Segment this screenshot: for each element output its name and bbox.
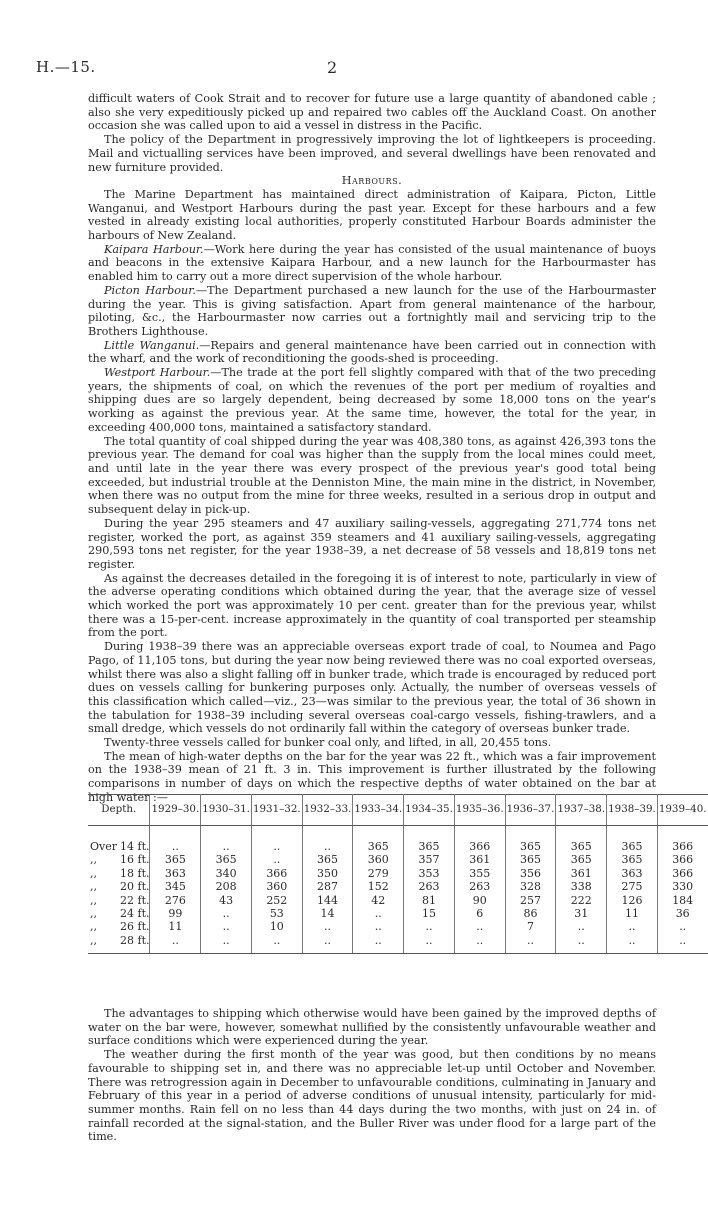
depth-cell — [88, 894, 150, 907]
table-cell: 363 — [150, 867, 201, 880]
table-cell: .. — [454, 934, 505, 947]
table-cell: .. — [454, 920, 505, 933]
table-cell: 11 — [607, 907, 658, 920]
column-header: 1938–39. — [607, 795, 658, 826]
column-header: 1933–34. — [353, 795, 404, 826]
table-cell: 360 — [353, 853, 404, 866]
table-cell: 366 — [672, 840, 694, 853]
table-cell: 366 — [672, 853, 694, 867]
subheading-westport: Westport Harbour. — [104, 366, 211, 380]
table-cell: 361 — [454, 853, 505, 866]
depth-prefix: Over — [90, 840, 118, 853]
table-cell: 90 — [454, 894, 505, 907]
table-cell: .. — [302, 934, 353, 947]
depth-value: 20 ft. — [120, 880, 150, 894]
table-cell: 263 — [404, 880, 455, 893]
depth-value: 22 ft. — [120, 893, 150, 907]
table-cell: 361 — [556, 867, 607, 880]
table-cell: 353 — [404, 867, 455, 880]
report-reference: H.—15. — [36, 58, 96, 76]
paragraph-little-wanganui — [88, 339, 656, 366]
table-cell: .. — [302, 840, 353, 853]
column-header: 1930–31. — [201, 795, 252, 826]
paragraph: The Marine Department has maintained direct administration of Kaipara, Picton, Little Wanganui, and Westport Harbours during the past year. Except for these harbours and a few vested in already existing local authorities, properly constituted Harbour Boards administer the harbours of New Zealand. — [88, 187, 656, 243]
table-end-row — [88, 947, 708, 954]
table-body — [88, 826, 708, 954]
column-header: 1934–35. — [404, 795, 455, 826]
table-cell: 350 — [302, 867, 353, 880]
table-cell: 365 — [404, 840, 455, 853]
table-cell: 355 — [454, 867, 505, 880]
depth-cell — [88, 880, 150, 893]
table-header-row — [88, 795, 708, 826]
table-cell: 257 — [505, 894, 556, 907]
table-cell: .. — [201, 907, 252, 920]
paragraph-kaipara — [88, 243, 656, 284]
depth-cell — [88, 920, 150, 933]
table-cell: .. — [251, 840, 302, 853]
table-cell: 184 — [672, 893, 694, 907]
table-cell: 365 — [556, 840, 607, 853]
table-spacer-row — [88, 826, 708, 841]
paragraph: difficult waters of Cook Strait and to recover for future use a large quantity of abandoned cable ; also she very expeditiously picked up and repaired two cables off the Auckland Coast. On another occasion she was called upon to aid a vessel in distress in the Pacific. — [88, 92, 656, 133]
depth-cell — [88, 934, 150, 947]
depth-cell — [88, 867, 150, 880]
picton-text: —The Department purchased a new launch for the use of the Harbourmaster during the year. This is giving satisfaction. Apart from general maintenance of the harbour, piloting, &c., the Harbourmaster now carries out a fortnightly mail and servicing trip to the Brothers Lighthouse. — [88, 283, 656, 338]
table-cell: 263 — [454, 880, 505, 893]
table-cell: 43 — [201, 894, 252, 907]
kaipara-text: —Work here during the year has consisted of the usual maintenance of buoys and beacons in the extensive Kaipara Harbour, and a new launch for the Harbourmaster has enabled him to carry out a more direct supervision of the whole harbour. — [88, 242, 656, 284]
column-header: 1939–40. — [657, 795, 707, 826]
table-cell: 11 — [150, 920, 201, 933]
table-cell: 15 — [404, 907, 455, 920]
table-cell: .. — [679, 920, 687, 934]
table-cell: .. — [201, 920, 252, 933]
column-header: 1929–30. — [150, 795, 201, 826]
table-cell: 7 — [505, 920, 556, 933]
table-cell: 360 — [251, 880, 302, 893]
table-cell: 53 — [251, 907, 302, 920]
table-cell: .. — [353, 934, 404, 947]
depth-prefix: ,, — [90, 866, 97, 880]
table-cell: 222 — [556, 894, 607, 907]
table-cell: 287 — [302, 880, 353, 893]
paragraph: During the year 295 steamers and 47 auxiliary sailing-vessels, aggregating 271,774 tons net register, worked the port, as against 359 steamers and 41 auxiliary sailing-vessels, aggregating 290,593 tons net register, for the year 1938–39, a net decrease of 58 vessels and 18,819 tons net register. — [88, 516, 656, 571]
section-heading-harbours: Harbours. — [341, 174, 403, 188]
paragraph: During 1938–39 there was an appreciable overseas export trade of coal, to Noumea and Pago Pago, of 11,105 tons, but during the year now being reviewed there was no coal exported overseas, whilst there was also a slight falling off in bunker trade, which trade is encouraged by reduced port dues on vessels calling for bunkering purposes only. Actually, the number of overseas vessels of this classification which called—viz., 23—was similar to the previous year, the total of 36 shown in the tabulation for 1938–39 including several overseas coal-cargo vessels, fishing-trawlers, and a small dredge, which vessels do not ordinarily fall within the category of overseas bunker trade. — [88, 640, 656, 736]
depth-value: 28 ft. — [120, 933, 150, 947]
table-cell: .. — [150, 840, 201, 853]
table-cell: 365 — [505, 840, 556, 853]
table-cell: 365 — [302, 853, 353, 866]
lower-text-block — [88, 1007, 656, 1144]
table-cell: 363 — [607, 867, 658, 880]
table-cell: .. — [556, 934, 607, 947]
table-cell: 10 — [251, 920, 302, 933]
table-cell: 365 — [607, 840, 658, 853]
depth-value: 18 ft. — [120, 866, 150, 880]
paragraph-picton — [88, 284, 656, 339]
table-cell: 365 — [201, 853, 252, 866]
table-cell: .. — [505, 934, 556, 947]
depth-prefix: ,, — [90, 880, 97, 894]
table-cell: 275 — [607, 880, 658, 893]
table-cell: 276 — [150, 894, 201, 907]
paragraph: The weather during the first month of the year was good, but then conditions by no means favourable to shipping set in, and there was no appreciable let-up until October and November. There was retrogression again in December to unfavourable conditions, culminating in January and February of this year in a period of adverse conditions of unusual intensity, particularly for mid-summer months. Rain fell on no less than 44 days during the two months, with just on 24 in. of rainfall recorded at the signal-station, and the Buller River was under flood for a large part of the time. — [88, 1048, 656, 1144]
table-cell: .. — [607, 920, 658, 933]
depth-prefix: ,, — [90, 853, 97, 867]
paragraph: Twenty-three vessels called for bunker coal only, and lifted, in all, 20,455 tons. — [104, 736, 552, 750]
depth-cell — [88, 907, 150, 920]
table-cell: 31 — [556, 907, 607, 920]
table-row — [88, 840, 708, 853]
depth-value: 26 ft. — [120, 920, 150, 934]
upper-text-block — [88, 92, 656, 805]
table-cell: 144 — [302, 894, 353, 907]
depth-prefix: ,, — [90, 920, 97, 934]
paragraph-westport — [88, 366, 656, 435]
table-cell: .. — [607, 934, 658, 947]
subheading-picton: Picton Harbour. — [104, 283, 196, 297]
depth-value: 14 ft. — [120, 840, 150, 853]
paragraph: The policy of the Department in progressively improving the lot of lightkeepers is proceeding. Mail and victualling services have been improved, and several dwellings have been renovated and new furniture provided. — [88, 133, 656, 174]
little-wanganui-text: —Repairs and general maintenance have been carried out in connection with the wharf, and the work of reconditioning the goods-shed is proceeding. — [88, 338, 657, 366]
table-cell: 152 — [353, 880, 404, 893]
table-row — [88, 894, 708, 907]
depth-prefix: ,, — [90, 893, 97, 907]
table-cell: .. — [404, 934, 455, 947]
table-cell: 366 — [251, 867, 302, 880]
depth-cell — [88, 853, 150, 866]
column-header: 1937–38. — [556, 795, 607, 826]
column-header: 1931–32. — [251, 795, 302, 826]
table-cell: 42 — [353, 894, 404, 907]
table-cell: 365 — [353, 840, 404, 853]
table-row — [88, 880, 708, 893]
table-cell: 356 — [505, 867, 556, 880]
table-cell: .. — [353, 907, 404, 920]
paragraph: The total quantity of coal shipped during the year was 408,380 tons, as against 426,393 tons the previous year. The demand for coal was higher than the supply from the local mines could meet, and until late in the year there was every prospect of the previous year's good total being exceeded, but industrial trouble at the Denniston Mine, the main mine in the district, in November, when there was no output from the mine for three weeks, resulted in a serious drop in output and subsequent delay in pick-up. — [88, 434, 656, 517]
paragraph: As against the decreases detailed in the foregoing it is of interest to note, particularly in view of the adverse operating conditions which obtained during the year, that the average size of vessel which worked the port was approximately 10 per cent. greater than for the previous year, whilst there was a 15-per-cent. increase approximately in the quantity of coal transported per steamship from the port. — [88, 571, 656, 640]
table-cell: 365 — [607, 853, 658, 866]
subheading-little-wanganui: Little Wanganui. — [104, 338, 200, 352]
depth-prefix: ,, — [90, 933, 97, 947]
table-cell: 252 — [251, 894, 302, 907]
table-cell: .. — [201, 840, 252, 853]
table-row — [88, 920, 708, 933]
table-cell: 328 — [505, 880, 556, 893]
table-cell: 6 — [454, 907, 505, 920]
depth-value: 16 ft. — [120, 853, 150, 867]
depth-cell — [88, 840, 150, 853]
table-cell: 366 — [672, 866, 694, 880]
paragraph: The advantages to shipping which otherwise would have been gained by the improved depths of water on the bar were, however, somewhat nullified by the consistently unfavourable weather and surface conditions which were experienced during the year. — [88, 1007, 656, 1048]
table-cell: .. — [251, 853, 302, 866]
paragraph: The mean of high-water depths on the bar for the year was 22 ft., which was a fair improvement on the 1938–39 mean of 21 ft. 3 in. This improvement is further illustrated by the following comparisons in number of days on which the respective depths of water obtained on the bar at high water :— — [88, 749, 656, 804]
table-cell: 208 — [201, 880, 252, 893]
table-cell: 338 — [556, 880, 607, 893]
table-cell: 36 — [675, 907, 690, 921]
table-row — [88, 934, 708, 947]
subheading-kaipara: Kaipara Harbour. — [104, 242, 204, 256]
table-cell: 340 — [201, 867, 252, 880]
table-cell: 86 — [505, 907, 556, 920]
table-row — [88, 853, 708, 866]
table-cell: 126 — [607, 894, 658, 907]
column-header: 1936–37. — [505, 795, 556, 826]
depth-prefix: ,, — [90, 907, 97, 921]
table-cell: .. — [679, 933, 687, 947]
table-cell: 81 — [404, 894, 455, 907]
table-cell: 14 — [302, 907, 353, 920]
table-cell: 357 — [404, 853, 455, 866]
bar-depth-table — [88, 794, 708, 954]
table-cell: 366 — [454, 840, 505, 853]
page-number: 2 — [327, 58, 338, 77]
table-cell: 345 — [150, 880, 201, 893]
depth-value: 24 ft. — [120, 907, 150, 921]
table-cell: .. — [201, 934, 252, 947]
table-cell: 365 — [556, 853, 607, 866]
table-cell: .. — [404, 920, 455, 933]
table-row — [88, 907, 708, 920]
westport-text: —The trade at the port fell slightly compared with that of the two preceding years, the shipments of coal, on which the revenues of the port per medium of royalties and shipping dues are so largely dependent, being decreased by some 18,000 tons on the year's working as against the previous year. At the same time, however, the total for the year, in exceeding 400,000 tons, maintained a satisfactory standard. — [88, 366, 656, 434]
table-cell: .. — [251, 934, 302, 947]
table-cell: 365 — [150, 853, 201, 866]
column-header: Depth. — [88, 795, 150, 826]
column-header: 1935–36. — [454, 795, 505, 826]
table-cell: .. — [302, 920, 353, 933]
table-cell: 365 — [505, 853, 556, 866]
table-cell: .. — [150, 934, 201, 947]
table-row — [88, 867, 708, 880]
table-cell: .. — [353, 920, 404, 933]
table-cell: 330 — [672, 880, 694, 894]
table-cell: 279 — [353, 867, 404, 880]
table-cell: .. — [556, 920, 607, 933]
table-cell: 99 — [150, 907, 201, 920]
column-header: 1932–33. — [302, 795, 353, 826]
